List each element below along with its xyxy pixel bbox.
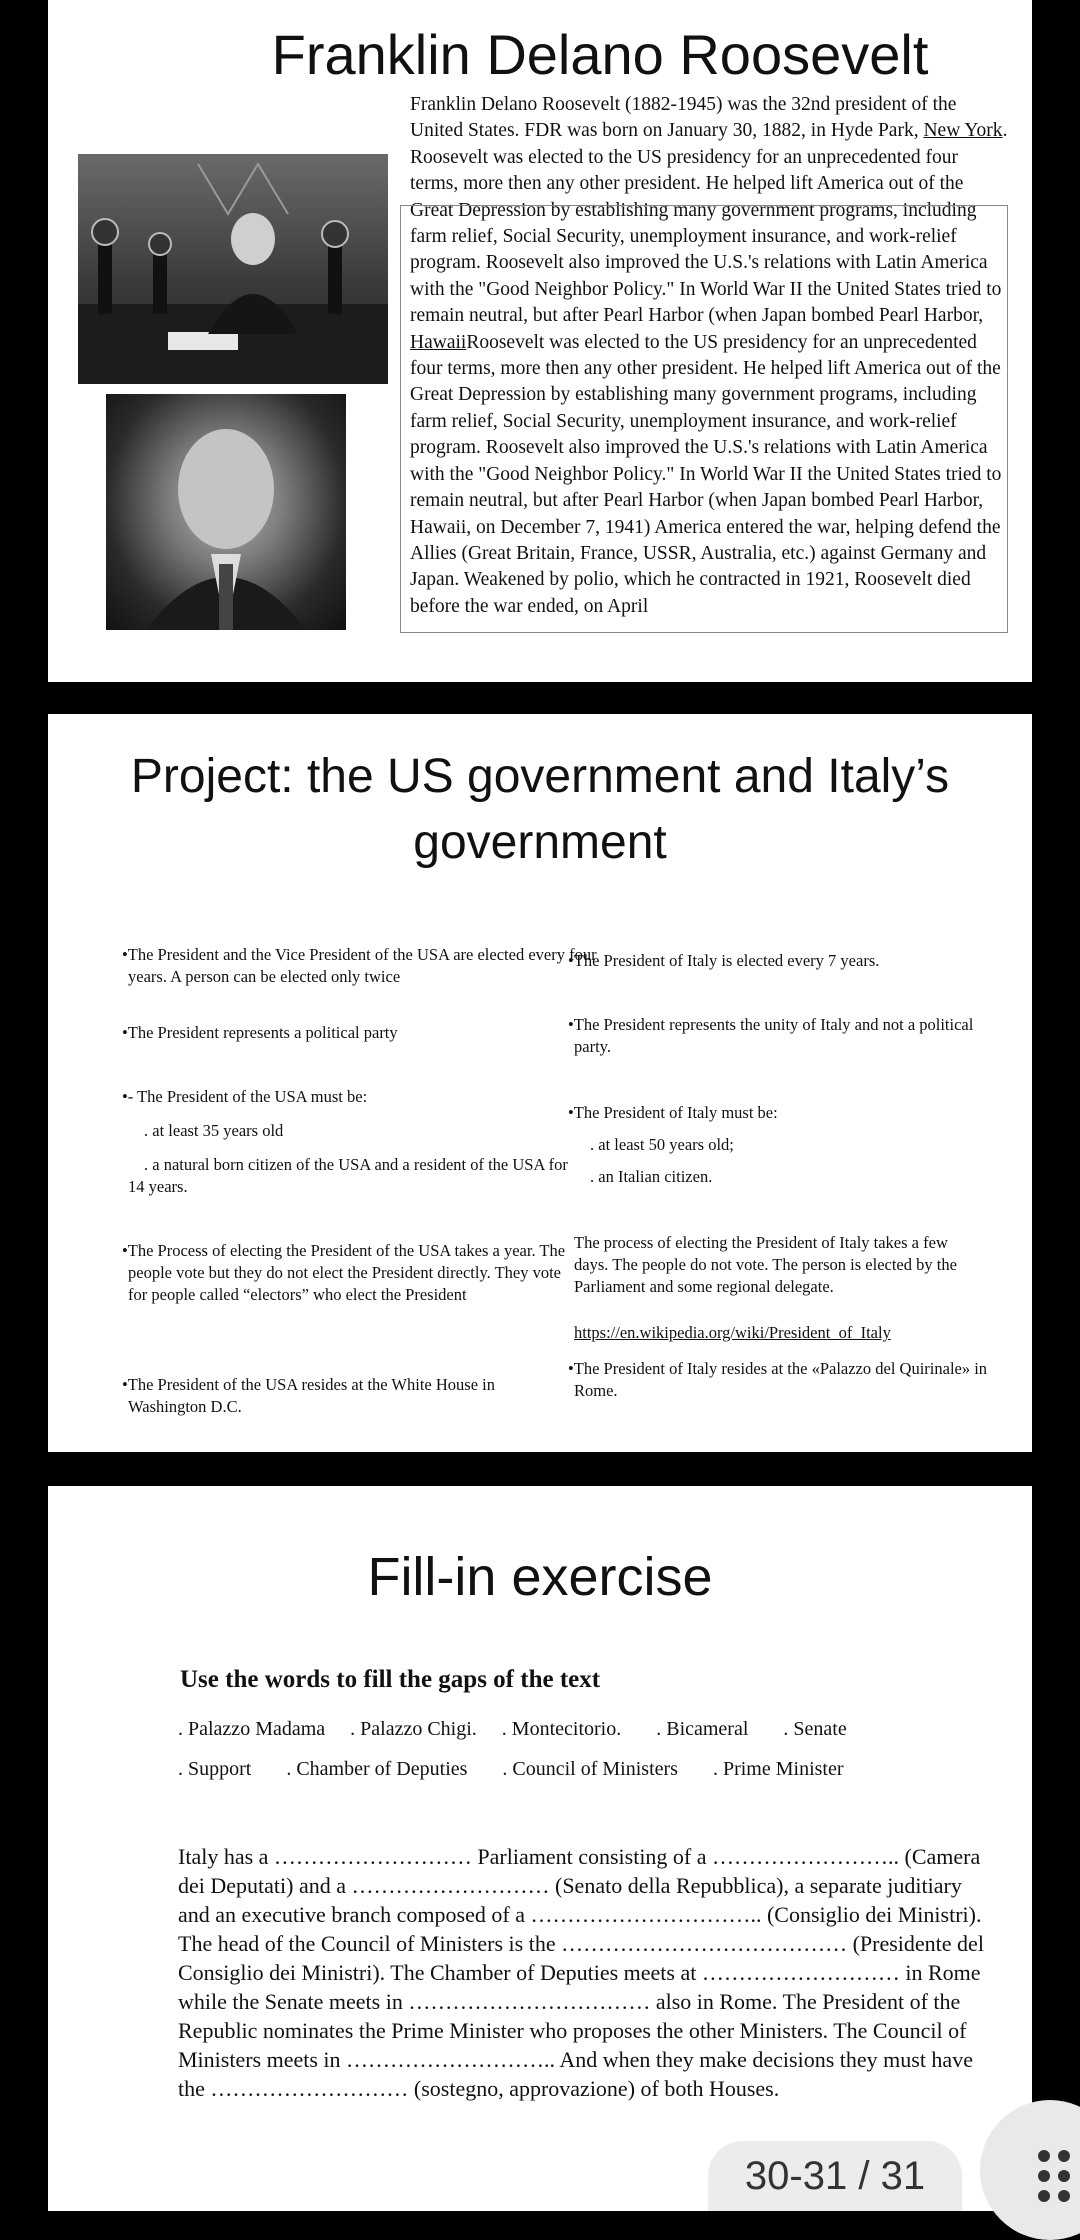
italy-unity: •The President represents the unity of Italy and not a political party. [568,1015,974,1056]
usa-must-be: •- The President of the USA must be: [122,1087,368,1106]
usa-party: •The President represents a political party [122,1023,398,1042]
usa-election: •The President and the Vice President of the USA are elected every four years. A person can be elected only twice [122,945,597,986]
slide-us-italy-government [48,714,1032,1452]
slide-title: Project: the US government and Italy’s government [130,750,950,869]
hawaii-link[interactable]: Hawaii [410,331,467,353]
slide-fill-in-exercise [48,1486,1032,2211]
slide-fdr [48,0,1032,682]
usa-age: . at least 35 years old [144,1121,284,1140]
usa-residence: •The President of the USA resides at the White House in Washington D.C. [122,1375,495,1416]
exercise-instruction: Use the words to fill the gaps of the text [180,1666,601,1693]
italy-residence: •The President of Italy resides at the «Palazzo del Quirinale» in Rome. [568,1359,988,1400]
fdr-radio-photo [78,154,388,384]
slide-title: Franklin Delano Roosevelt [271,23,929,86]
fdr-bio-paragraph-1: Franklin Delano Roosevelt (1882-1945) was the 32nd president of the United States. FDR was born on January 30, 1882, in Hyde Park, New York. [410,94,1008,142]
fdr-portrait-photo [106,394,346,630]
italy-election: •The President of Italy is elected every 7 years. [568,951,880,970]
usa-citizen: . a natural born citizen of the USA and a resident of the USA for 14 years. [128,1155,568,1196]
fdr-bio-paragraph-2: Roosevelt was elected to the US presidency for an unprecedented four terms, more then any other president. He helped lift America out of the Great Depression by establishing many government programs, including farm relief, Social Security, unemployment insurance, and work-relief program. Roosevelt also improved the U.S.'s relations with Latin America with the "Good Neighbor Policy." In World War II the United States tried to remain neutral, but after Pearl Harbor (when Japan bombed Pearl Harbor, HawaiiRoosevelt was elected to the US presidency for an unprecedented four terms, more then any other president. He helped lift America out of the Great Depression by establishing many government programs, including farm relief, Social Security, unemployment insurance, and work-relief program. Roosevelt also improved the U.S.'s relations with Latin America with the "Good Neighbor Policy." In World War II the United States tried to remain neutral, but after Pearl Harbor (when Japan bombed Pearl Harbor, Hawaii, on December 7, 1941) America entered the war, helping defend the Allies (Great Britain, France, USSR, Australia, etc.) against Germany and Japan. Weakened by polio, which he contracted in 1921, Roosevelt died before the war ended, on April [410,146,1002,617]
grid-dots-icon[interactable] [1038,2150,1072,2206]
fdr-biography-text [410,92,1010,620]
italy-citizen: . an Italian citizen. [590,1167,713,1186]
new-york-link[interactable]: New York [923,120,1003,142]
wikipedia-link[interactable]: https://en.wikipedia.org/wiki/President_of_Italy [574,1323,891,1342]
word-bank-row-2: . Support . Chamber of Deputies . Council of Ministers . Prime Minister [178,1758,844,1780]
page-indicator: 30-31 / 31 [708,2141,962,2211]
usa-process: •The Process of electing the President of the USA takes a year. The people vote but they do not elect the President directly. They vote for people called “electors” who elect the President [122,1241,566,1304]
italy-process: The process of electing the President of Italy takes a few days. The people do not vote. The person is elected by the Parliament and some regional delegate. [574,1233,957,1296]
italy-must-be: •The President of Italy must be: [568,1103,778,1122]
slide-title: Fill-in exercise [367,1547,713,1607]
word-bank-row-1: . Palazzo Madama . Palazzo Chigi. . Montecitorio. . Bicameral . Senate [178,1718,847,1740]
italy-age: . at least 50 years old; [590,1135,734,1154]
fill-in-paragraph: Italy has a ……………………… Parliament consisting of a …………………….. (Camera dei Deputati) and a ……………………… (Senato della Repubblica), a separate juditiary and an executive branch composed of a ………………………….. (Consiglio dei Ministri). The head of the Council of Ministers is the ………………………………… (Presidente del Consiglio dei Ministri). The Chamber of Deputies meets at ……………………… in Rome while the Senate meets in …………………………… also in Rome. The President of the Republic nominates the Prime Minister who proposes the other Ministers. The Council of Ministers meets in ……………………….. And when they make decisions they must have the ……………………… (sostegno, approvazione) of both Houses. [178,1844,984,2101]
